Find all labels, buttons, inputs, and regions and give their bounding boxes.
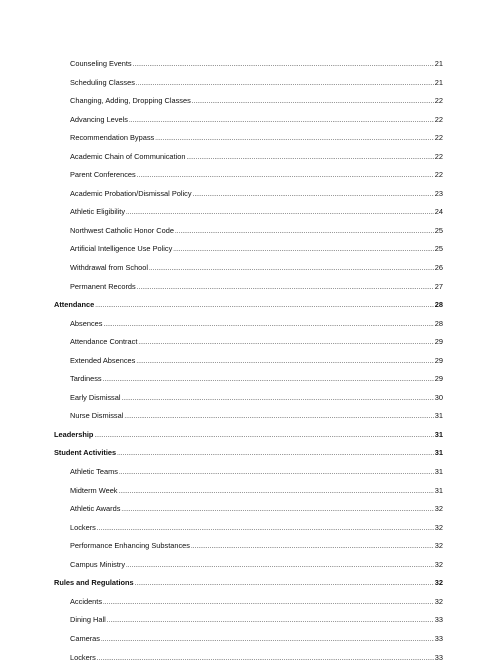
toc-dot-leader (103, 594, 434, 613)
toc-page-number: 31 (435, 482, 443, 501)
toc-entry-label: Midterm Week (70, 482, 118, 501)
toc-page-number: 33 (435, 649, 443, 668)
toc-subsection-entry[interactable] (54, 166, 443, 185)
toc-subsection-entry[interactable] (54, 92, 443, 111)
toc-page-number: 25 (435, 240, 443, 259)
toc-dot-leader (135, 575, 434, 594)
toc-subsection-entry[interactable] (54, 407, 443, 426)
toc-dot-leader (137, 279, 434, 298)
toc-entry-label: Academic Probation/Dismissal Policy (70, 185, 192, 204)
toc-page-number: 26 (435, 259, 443, 278)
toc-subsection-entry[interactable] (54, 315, 443, 334)
toc-subsection-entry[interactable] (54, 111, 443, 130)
toc-entry-label: Athletic Eligibility (70, 203, 125, 222)
toc-subsection-entry[interactable] (54, 222, 443, 241)
toc-entry-label: Artificial Intelligence Use Policy (70, 240, 172, 259)
toc-dot-leader (103, 371, 434, 390)
toc-entry-label: Parent Conferences (70, 166, 136, 185)
toc-page-number: 33 (435, 630, 443, 649)
toc-page-number: 33 (435, 611, 443, 630)
toc-dot-leader (129, 112, 434, 131)
toc-subsection-entry[interactable] (54, 278, 443, 297)
toc-subsection-entry[interactable] (54, 185, 443, 204)
toc-page-number: 28 (435, 296, 443, 315)
toc-section-entry[interactable] (54, 296, 443, 315)
toc-page-number: 22 (435, 166, 443, 185)
toc-page-number: 32 (435, 593, 443, 612)
toc-page-number: 29 (435, 333, 443, 352)
toc-page-number: 27 (435, 278, 443, 297)
toc-page-number: 31 (435, 426, 443, 445)
toc-page-number: 31 (435, 407, 443, 426)
toc-page-number: 31 (435, 444, 443, 463)
toc-page-number: 23 (435, 185, 443, 204)
toc-dot-leader (191, 538, 434, 557)
toc-subsection-entry[interactable] (54, 74, 443, 93)
toc-subsection-entry[interactable] (54, 148, 443, 167)
toc-entry-label: Performance Enhancing Substances (70, 537, 190, 556)
toc-dot-leader (133, 56, 434, 75)
toc-subsection-entry[interactable] (54, 519, 443, 538)
toc-dot-leader (155, 130, 434, 149)
toc-entry-label: Counseling Events (70, 55, 132, 74)
toc-section-entry[interactable] (54, 444, 443, 463)
toc-page-number: 30 (435, 389, 443, 408)
toc-page-number: 29 (435, 370, 443, 389)
toc-dot-leader (138, 334, 433, 353)
toc-entry-label: Permanent Records (70, 278, 136, 297)
toc-dot-leader (136, 75, 434, 94)
toc-page-number: 25 (435, 222, 443, 241)
toc-dot-leader (186, 149, 433, 168)
toc-subsection-entry[interactable] (54, 203, 443, 222)
toc-subsection-entry[interactable] (54, 556, 443, 575)
toc-entry-label: Athletic Teams (70, 463, 118, 482)
toc-dot-leader (97, 520, 434, 539)
toc-entry-label: Withdrawal from School (70, 259, 148, 278)
toc-subsection-entry[interactable] (54, 352, 443, 371)
toc-dot-leader (94, 427, 433, 446)
toc-entry-label: Dining Hall (70, 611, 106, 630)
toc-page-number: 22 (435, 92, 443, 111)
toc-entry-label: Recommendation Bypass (70, 129, 154, 148)
toc-entry-label: Attendance (54, 296, 94, 315)
toc-dot-leader (119, 464, 434, 483)
toc-subsection-entry[interactable] (54, 630, 443, 649)
toc-section-entry[interactable] (54, 426, 443, 445)
toc-subsection-entry[interactable] (54, 389, 443, 408)
toc-page-number: 22 (435, 129, 443, 148)
toc-dot-leader (126, 204, 434, 223)
toc-page-number: 29 (435, 352, 443, 371)
toc-subsection-entry[interactable] (54, 611, 443, 630)
toc-entry-label: Advancing Levels (70, 111, 128, 130)
toc-entry-label: Lockers (70, 519, 96, 538)
toc-dot-leader (122, 390, 434, 409)
toc-entry-label: Changing, Adding, Dropping Classes (70, 92, 191, 111)
toc-dot-leader (117, 445, 434, 464)
toc-entry-label: Nurse Dismissal (70, 407, 123, 426)
toc-entry-label: Student Activities (54, 444, 116, 463)
toc-dot-leader (121, 501, 433, 520)
toc-page-number: 32 (435, 537, 443, 556)
toc-dot-leader (149, 260, 434, 279)
toc-subsection-entry[interactable] (54, 649, 443, 668)
toc-page-number: 32 (435, 574, 443, 593)
toc-dot-leader (107, 612, 434, 631)
toc-page-number: 22 (435, 111, 443, 130)
toc-dot-leader (124, 408, 433, 427)
toc-entry-label: Extended Absences (70, 352, 135, 371)
toc-entry-label: Academic Chain of Communication (70, 148, 185, 167)
toc-subsection-entry[interactable] (54, 55, 443, 74)
toc-entry-label: Tardiness (70, 370, 102, 389)
toc-entry-label: Lockers (70, 649, 96, 668)
toc-subsection-entry[interactable] (54, 463, 443, 482)
toc-entry-label: Early Dismissal (70, 389, 121, 408)
toc-subsection-entry[interactable] (54, 500, 443, 519)
toc-entry-label: Rules and Regulations (54, 574, 134, 593)
toc-page-number: 22 (435, 148, 443, 167)
toc-entry-label: Attendance Contract (70, 333, 137, 352)
toc-page-number: 24 (435, 203, 443, 222)
toc-page-number: 31 (435, 463, 443, 482)
toc-dot-leader (119, 483, 434, 502)
toc-subsection-entry[interactable] (54, 259, 443, 278)
toc-subsection-entry[interactable] (54, 537, 443, 556)
toc-dot-leader (193, 186, 434, 205)
toc-page-number: 21 (435, 74, 443, 93)
toc-entry-label: Campus Ministry (70, 556, 125, 575)
toc-subsection-entry[interactable] (54, 129, 443, 148)
toc-dot-leader (137, 167, 434, 186)
toc-subsection-entry[interactable] (54, 593, 443, 612)
toc-subsection-entry[interactable] (54, 482, 443, 501)
toc-page-number: 32 (435, 556, 443, 575)
toc-dot-leader (173, 241, 433, 260)
toc-section-entry[interactable] (54, 574, 443, 593)
toc-dot-leader (192, 93, 434, 112)
toc-page-number: 32 (435, 500, 443, 519)
toc-dot-leader (95, 297, 434, 316)
toc-entry-label: Northwest Catholic Honor Code (70, 222, 174, 241)
toc-entry-label: Athletic Awards (70, 500, 120, 519)
toc-entry-label: Absences (70, 315, 102, 334)
toc-page-number: 21 (435, 55, 443, 74)
toc-entry-label: Accidents (70, 593, 102, 612)
toc-entry-label: Scheduling Classes (70, 74, 135, 93)
toc-subsection-entry[interactable] (54, 370, 443, 389)
toc-dot-leader (136, 353, 433, 372)
toc-dot-leader (103, 316, 433, 335)
toc-dot-leader (126, 557, 434, 576)
toc-dot-leader (175, 223, 434, 242)
toc-entry-label: Leadership (54, 426, 93, 445)
toc-entry-label: Cameras (70, 630, 100, 649)
table-of-contents (54, 55, 443, 667)
toc-page-number: 28 (435, 315, 443, 334)
toc-subsection-entry[interactable] (54, 333, 443, 352)
toc-page-number: 32 (435, 519, 443, 538)
toc-subsection-entry[interactable] (54, 240, 443, 259)
toc-dot-leader (97, 650, 434, 668)
